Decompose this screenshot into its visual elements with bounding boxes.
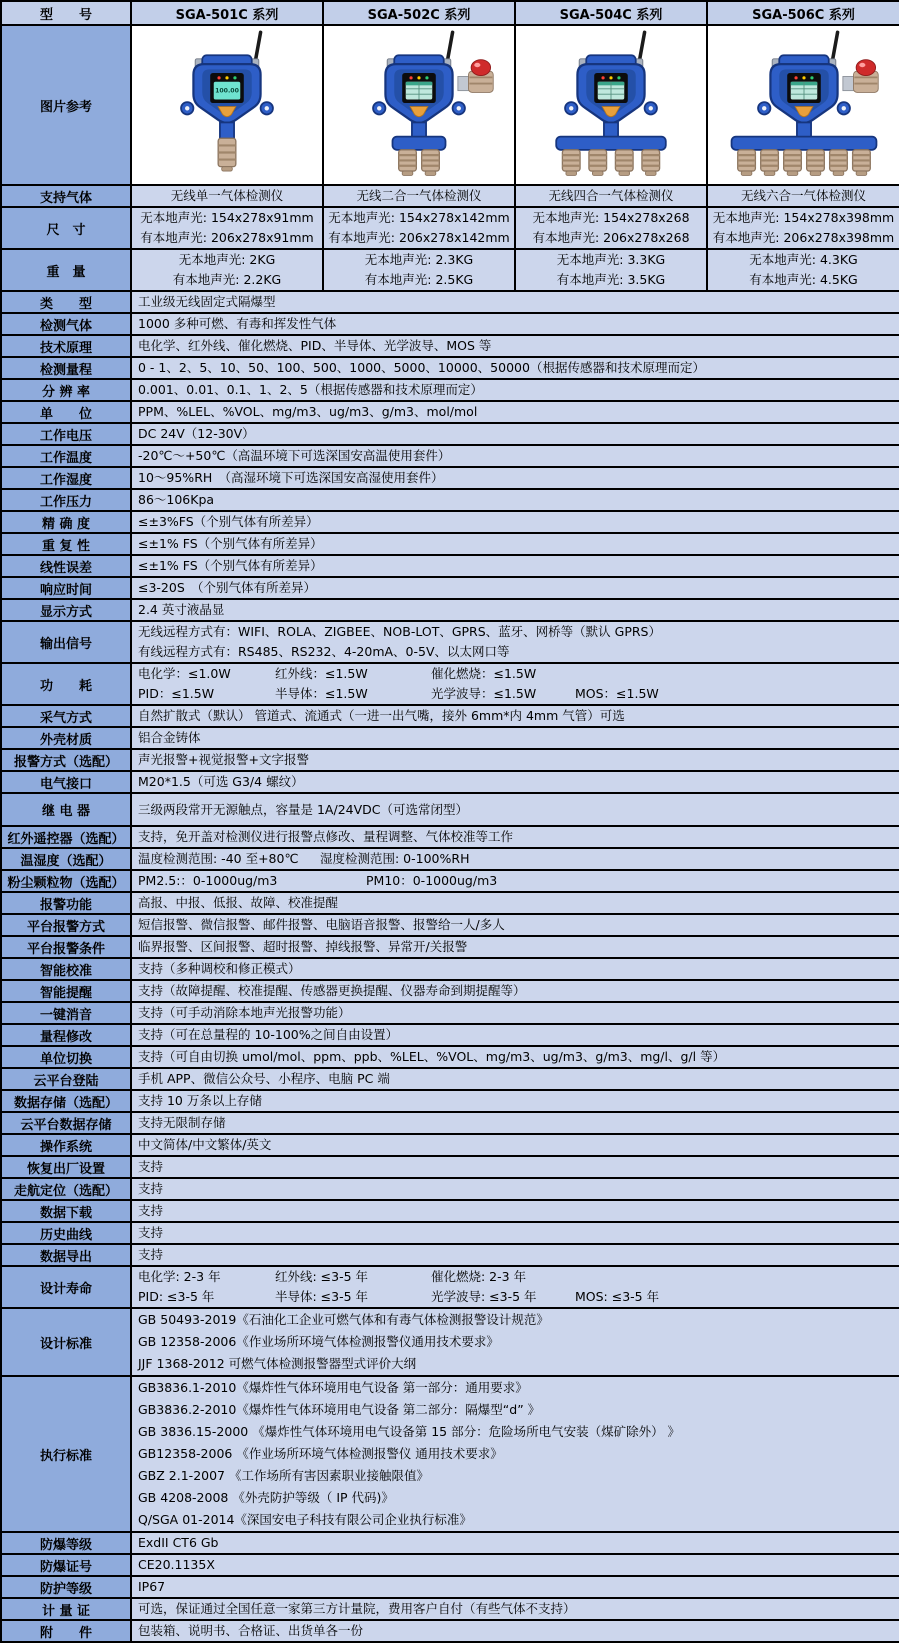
size-cell-3 xyxy=(707,207,899,249)
spec-value-text: 支持（可自由切换 umol/mol、ppm、ppb、%LEL、%VOL、mg/m3、ug/m3、g/m3、mg/l、g/l 等） xyxy=(138,1049,726,1064)
spec-row-label-20: 电气接口 xyxy=(1,771,131,793)
size-text: 无本地声光: 154x278x398mm xyxy=(712,210,895,225)
spec-value-text: 电化学、红外线、催化燃烧、PID、半导体、光学波导、MOS 等 xyxy=(138,338,492,353)
spec-row-value-6 xyxy=(131,423,899,445)
spec-value-text: PID: ≤3-5 年 xyxy=(138,1289,215,1304)
spec-value-text: 手机 APP、微信公众号、小程序、电脑 PC 端 xyxy=(138,1071,390,1086)
spec-row-label-38: 走航定位（选配） xyxy=(1,1178,131,1200)
spec-value-text: PID：≤1.5W xyxy=(138,686,215,701)
spec-row-label-37: 恢复出厂设置 xyxy=(1,1156,131,1178)
size-text: 有本地声光: 206x278x268 xyxy=(532,230,690,245)
spec-row-value-26 xyxy=(131,914,899,936)
spec-value-text: 临界报警、区间报警、超时报警、掉线报警、异常开/关报警 xyxy=(138,939,468,954)
spec-value-text: 三级两段常开无源触点，容量是 1A/24VDC（可选常闭型） xyxy=(138,802,468,817)
spec-value-text: 支持 xyxy=(138,1203,164,1218)
device-image-cell-1 xyxy=(323,25,515,185)
spec-value-text: 半导体：≤1.5W xyxy=(275,686,368,701)
spec-row-value-5 xyxy=(131,401,899,423)
spec-row-value-14 xyxy=(131,599,899,621)
device-image-cell-0 xyxy=(131,25,323,185)
spec-row-value-33 xyxy=(131,1068,899,1090)
weight-text: 有本地声光: 4.5KG xyxy=(749,272,858,287)
spec-row-label-35: 云平台数据存储 xyxy=(1,1112,131,1134)
spec-row-label-5: 单 位 xyxy=(1,401,131,423)
weight-text: 有本地声光: 2.2KG xyxy=(172,272,282,287)
spec-row-label-43: 设计标准 xyxy=(1,1308,131,1376)
spec-row-label-27: 平台报警条件 xyxy=(1,936,131,958)
spec-value-text: M20*1.5（可选 G3/4 螺纹） xyxy=(138,774,304,789)
weight-text: 无本地声光: 3.3KG xyxy=(556,252,666,267)
spec-row-label-26: 平台报警方式 xyxy=(1,914,131,936)
spec-value-text: 0 - 1、2、5、10、50、100、500、1000、5000、10000、50000（根据传感器和技术原理而定） xyxy=(138,360,705,375)
spec-row-value-30 xyxy=(131,1002,899,1024)
spec-row-value-27 xyxy=(131,936,899,958)
spec-value-text: MOS：≤1.5W xyxy=(575,686,659,701)
spec-value-text: 无线远程方式有：WIFI、ROLA、ZIGBEE、NOB-LOT、GPRS、蓝牙、网桥等（默认 GPRS） xyxy=(138,624,661,639)
spec-row-value-17 xyxy=(131,705,899,727)
spec-value-text: 声光报警+视觉报警+文字报警 xyxy=(138,752,309,767)
spec-row-value-15 xyxy=(131,621,899,663)
spec-row-label-23: 温湿度（选配） xyxy=(1,848,131,870)
spec-value-text: GB3836.1-2010《爆炸性气体环境用电气设备 第一部分：通用要求》 xyxy=(138,1380,528,1395)
size-cell-0 xyxy=(131,207,323,249)
spec-row-value-10 xyxy=(131,511,899,533)
spec-value-text: JJF 1368-2012 可燃气体检测报警器型式评价大纲 xyxy=(138,1356,417,1371)
spec-row-label-17: 采气方式 xyxy=(1,705,131,727)
image-row-label: 图片参考 xyxy=(1,25,131,185)
spec-row-label-33: 云平台登陆 xyxy=(1,1068,131,1090)
gas-detector-device-icon xyxy=(709,27,899,179)
spec-row-value-31 xyxy=(131,1024,899,1046)
spec-row-value-8 xyxy=(131,467,899,489)
spec-row-label-22: 红外遥控器（选配） xyxy=(1,826,131,848)
spec-row-value-2 xyxy=(131,335,899,357)
gas-type-text: 无线二合一气体检测仪 xyxy=(356,188,482,203)
spec-row-label-11: 重 复 性 xyxy=(1,533,131,555)
weight-text: 无本地声光: 2.3KG xyxy=(364,252,474,267)
spec-value-text: 催化燃烧: 2-3 年 xyxy=(431,1269,527,1284)
weight-row-label: 重 量 xyxy=(1,249,131,291)
spec-value-text: MOS: ≤3-5 年 xyxy=(575,1289,660,1304)
spec-row-value-0 xyxy=(131,291,899,313)
spec-row-value-16 xyxy=(131,663,899,705)
size-text: 有本地声光: 206x278x398mm xyxy=(712,230,895,245)
weight-text: 有本地声光: 3.5KG xyxy=(556,272,666,287)
spec-value-text: 支持 xyxy=(138,1225,164,1240)
gas-type-text: 无线单一气体检测仪 xyxy=(170,188,284,203)
spec-value-text: 湿度检测范围: 0-100%RH xyxy=(320,851,470,866)
spec-value-text: ≤±1% FS（个别气体有所差异） xyxy=(138,536,323,551)
weight-text: 无本地声光: 4.3KG xyxy=(749,252,858,267)
gas-type-cell-0 xyxy=(131,185,323,207)
spec-row-label-4: 分 辨 率 xyxy=(1,379,131,401)
spec-row-label-29: 智能提醒 xyxy=(1,980,131,1002)
spec-value-text: 支持（故障提醒、校准提醒、传感器更换提醒、仪器寿命到期提醒等） xyxy=(138,983,526,998)
spec-value-text: 支持（可在总量程的 10-100%之间自由设置） xyxy=(138,1027,399,1042)
spec-value-text: 高报、中报、低报、故障、校准提醒 xyxy=(138,895,339,910)
spec-row-value-20 xyxy=(131,771,899,793)
spec-row-label-10: 精 确 度 xyxy=(1,511,131,533)
spec-value-text: 0.001、0.01、0.1、1、2、5（根据传感器和技术原理而定） xyxy=(138,382,483,397)
spec-row-label-0: 类 型 xyxy=(1,291,131,313)
spec-row-label-18: 外壳材质 xyxy=(1,727,131,749)
svg-text:100.00: 100.00 xyxy=(215,87,239,95)
spec-value-text: ≤±1% FS（个别气体有所差异） xyxy=(138,558,323,573)
gas-row-label: 支持气体 xyxy=(1,185,131,207)
spec-row-label-44: 执行标准 xyxy=(1,1376,131,1532)
weight-cell-0 xyxy=(131,249,323,291)
spec-row-value-47 xyxy=(131,1576,899,1598)
spec-row-value-46 xyxy=(131,1554,899,1576)
spec-row-value-3 xyxy=(131,357,899,379)
size-text: 无本地声光: 154x278x268 xyxy=(532,210,690,225)
spec-row-value-11 xyxy=(131,533,899,555)
spec-value-text: Q/SGA 01-2014《深国安电子科技有限公司企业执行标准》 xyxy=(138,1512,472,1527)
weight-text: 无本地声光: 2KG xyxy=(178,252,276,267)
spec-row-value-1 xyxy=(131,313,899,335)
spec-row-label-36: 操作系统 xyxy=(1,1134,131,1156)
spec-row-value-45 xyxy=(131,1532,899,1554)
spec-value-text: CE20.1135X xyxy=(138,1557,215,1572)
spec-row-label-32: 单位切换 xyxy=(1,1046,131,1068)
spec-row-value-32 xyxy=(131,1046,899,1068)
spec-row-value-43 xyxy=(131,1308,899,1376)
spec-row-label-13: 响应时间 xyxy=(1,577,131,599)
spec-value-text: 包装箱、说明书、合格证、出货单各一份 xyxy=(138,1623,364,1638)
spec-value-text: DC 24V（12-30V） xyxy=(138,426,255,441)
size-text: 有本地声光: 206x278x91mm xyxy=(140,230,314,245)
weight-cell-3 xyxy=(707,249,899,291)
spec-row-label-7: 工作温度 xyxy=(1,445,131,467)
spec-row-value-34 xyxy=(131,1090,899,1112)
spec-value-text: 支持（可手动消除本地声光报警功能） xyxy=(138,1005,351,1020)
spec-value-text: GB3836.2-2010《爆炸性气体环境用电气设备 第二部分：隔爆型“d” 》 xyxy=(138,1402,541,1417)
spec-value-text: 支持 xyxy=(138,1159,164,1174)
spec-row-value-13 xyxy=(131,577,899,599)
spec-row-label-40: 历史曲线 xyxy=(1,1222,131,1244)
spec-value-text: GB 50493-2019《石油化工企业可燃气体和有毒气体检测报警设计规范》 xyxy=(138,1312,549,1327)
spec-row-value-19 xyxy=(131,749,899,771)
spec-value-text: GBZ 2.1-2007 《工作场所有害因素职业接触限值》 xyxy=(138,1468,429,1483)
spec-row-value-9 xyxy=(131,489,899,511)
spec-value-text: 铝合金铸体 xyxy=(138,730,201,745)
spec-value-text: ExdII CT6 Gb xyxy=(138,1535,219,1550)
spec-value-text: 电化学：≤1.0W xyxy=(138,666,231,681)
spec-row-value-38 xyxy=(131,1178,899,1200)
spec-value-text: 支持，免开盖对检测仪进行报警点修改、量程调整、气体校准等工作 xyxy=(138,829,514,844)
size-text: 有本地声光: 206x278x142mm xyxy=(328,230,510,245)
gas-type-cell-3 xyxy=(707,185,899,207)
spec-value-text: 2.4 英寸液晶显 xyxy=(138,602,225,617)
spec-row-label-1: 检测气体 xyxy=(1,313,131,335)
spec-value-text: -20℃～+50℃（高温环境下可选深国安高温使用套件） xyxy=(138,448,451,463)
weight-cell-2 xyxy=(515,249,707,291)
weight-text: 有本地声光: 2.5KG xyxy=(364,272,474,287)
spec-row-value-4 xyxy=(131,379,899,401)
spec-value-text: 光学波导：≤1.5W xyxy=(431,686,537,701)
spec-value-text: GB 4208-2008 《外壳防护等级（ IP 代码)》 xyxy=(138,1490,394,1505)
spec-row-label-15: 输出信号 xyxy=(1,621,131,663)
spec-row-value-25 xyxy=(131,892,899,914)
spec-row-label-6: 工作电压 xyxy=(1,423,131,445)
spec-row-label-25: 报警功能 xyxy=(1,892,131,914)
spec-row-value-49 xyxy=(131,1620,899,1642)
spec-value-text: GB 3836.15-2000 《爆炸性气体环境用电气设备第 15 部分：危险场所电气安装（煤矿除外） 》 xyxy=(138,1424,681,1439)
spec-table-body xyxy=(1,1,899,1642)
gas-type-cell-1 xyxy=(323,185,515,207)
size-cell-1 xyxy=(323,207,515,249)
spec-row-label-48: 计 量 证 xyxy=(1,1598,131,1620)
gas-detector-device-icon xyxy=(324,27,514,179)
spec-row-label-21: 继 电 器 xyxy=(1,793,131,826)
gas-detector-device-icon xyxy=(516,27,706,179)
spec-value-text: 自然扩散式（默认） 管道式、流通式（一进一出气嘴，接外 6mm*内 4mm 气管）可选 xyxy=(138,708,625,723)
spec-row-value-12 xyxy=(131,555,899,577)
spec-row-value-42 xyxy=(131,1266,899,1308)
spec-value-text: 86～106Kpa xyxy=(138,492,215,507)
spec-value-text: 10～95%RH （高湿环境下可选深国安高湿使用套件） xyxy=(138,470,444,485)
size-row-label: 尺 寸 xyxy=(1,207,131,249)
spec-row-label-34: 数据存储（选配） xyxy=(1,1090,131,1112)
spec-value-text: 支持 10 万条以上存储 xyxy=(138,1093,262,1108)
spec-value-text: GB 12358-2006《作业场所环境气体检测报警仪通用技术要求》 xyxy=(138,1334,499,1349)
spec-value-text: 有线远程方式有：RS485、RS232、4-20mA、0-5V、以太网口等 xyxy=(138,644,510,659)
spec-value-text: 中文简体/中文繁体/英文 xyxy=(138,1137,272,1152)
spec-value-text: 可选，保证通过全国任意一家第三方计量院，费用客户自付（有些气体不支持） xyxy=(138,1601,576,1616)
spec-value-text: 半导体: ≤3-5 年 xyxy=(275,1289,369,1304)
spec-row-label-28: 智能校准 xyxy=(1,958,131,980)
spec-row-value-24 xyxy=(131,870,899,892)
spec-row-label-24: 粉尘颗粒物（选配） xyxy=(1,870,131,892)
spec-row-label-16: 功 耗 xyxy=(1,663,131,705)
spec-value-text: PM10：0-1000ug/m3 xyxy=(366,873,498,888)
spec-value-text: 催化燃烧：≤1.5W xyxy=(431,666,537,681)
spec-value-text: PPM、%LEL、%VOL、mg/m3、ug/m3、g/m3、mol/mol xyxy=(138,404,478,419)
gas-detector-device-icon xyxy=(132,27,322,179)
spec-row-value-41 xyxy=(131,1244,899,1266)
spec-row-label-39: 数据下载 xyxy=(1,1200,131,1222)
spec-row-label-45: 防爆等级 xyxy=(1,1532,131,1554)
spec-value-text: 光学波导: ≤3-5 年 xyxy=(431,1289,537,1304)
spec-row-label-14: 显示方式 xyxy=(1,599,131,621)
spec-row-label-3: 检测量程 xyxy=(1,357,131,379)
spec-row-value-36 xyxy=(131,1134,899,1156)
size-text: 无本地声光: 154x278x142mm xyxy=(328,210,510,225)
spec-value-text: ≤±3%FS（个别气体有所差异） xyxy=(138,514,319,529)
spec-value-text: 支持无限制存储 xyxy=(138,1115,226,1130)
spec-row-value-29 xyxy=(131,980,899,1002)
spec-row-value-21 xyxy=(131,793,899,826)
spec-row-value-44 xyxy=(131,1376,899,1532)
spec-row-label-12: 线性误差 xyxy=(1,555,131,577)
spec-row-value-22 xyxy=(131,826,899,848)
spec-row-value-28 xyxy=(131,958,899,980)
spec-row-value-39 xyxy=(131,1200,899,1222)
spec-row-value-48 xyxy=(131,1598,899,1620)
spec-row-value-7 xyxy=(131,445,899,467)
spec-value-text: 工业级无线固定式隔爆型 xyxy=(138,294,276,309)
spec-row-label-30: 一键消音 xyxy=(1,1002,131,1024)
spec-row-label-41: 数据导出 xyxy=(1,1244,131,1266)
spec-value-text: IP67 xyxy=(138,1579,166,1594)
model-header-3: SGA-506C 系列 xyxy=(707,1,899,25)
weight-cell-1 xyxy=(323,249,515,291)
spec-row-label-31: 量程修改 xyxy=(1,1024,131,1046)
spec-row-value-40 xyxy=(131,1222,899,1244)
device-image-cell-2 xyxy=(515,25,707,185)
spec-value-text: 短信报警、微信报警、邮件报警、电脑语音报警、报警给一人/多人 xyxy=(138,917,505,932)
size-cell-2 xyxy=(515,207,707,249)
spec-row-value-35 xyxy=(131,1112,899,1134)
spec-value-text: 1000 多种可燃、有毒和挥发性气体 xyxy=(138,316,337,331)
spec-row-label-46: 防爆证号 xyxy=(1,1554,131,1576)
spec-value-text: 电化学: 2-3 年 xyxy=(138,1269,221,1284)
model-header-1: SGA-502C 系列 xyxy=(323,1,515,25)
spec-value-text: 支持 xyxy=(138,1181,164,1196)
model-header-0: SGA-501C 系列 xyxy=(131,1,323,25)
device-image-cell-3 xyxy=(707,25,899,185)
spec-value-text: 红外线：≤1.5W xyxy=(275,666,368,681)
spec-value-text: PM2.5:：0-1000ug/m3 xyxy=(138,873,278,888)
spec-row-label-8: 工作湿度 xyxy=(1,467,131,489)
spec-value-text: 支持（多种调校和修正模式） xyxy=(138,961,301,976)
gas-type-cell-2 xyxy=(515,185,707,207)
model-header-2: SGA-504C 系列 xyxy=(515,1,707,25)
spec-value-text: ≤3-20S （个别气体有所差异） xyxy=(138,580,317,595)
spec-row-label-49: 附 件 xyxy=(1,1620,131,1642)
spec-row-value-23 xyxy=(131,848,899,870)
spec-row-label-47: 防护等级 xyxy=(1,1576,131,1598)
gas-type-text: 无线四合一气体检测仪 xyxy=(548,188,674,203)
spec-row-label-2: 技术原理 xyxy=(1,335,131,357)
spec-value-text: 红外线: ≤3-5 年 xyxy=(275,1269,369,1284)
model-header-label: 型 号 xyxy=(1,1,131,25)
spec-row-value-18 xyxy=(131,727,899,749)
spec-row-label-19: 报警方式（选配） xyxy=(1,749,131,771)
spec-row-label-9: 工作压力 xyxy=(1,489,131,511)
spec-value-text: GB12358-2006 《作业场所环境气体检测报警仪 通用技术要求》 xyxy=(138,1446,503,1461)
spec-row-value-37 xyxy=(131,1156,899,1178)
gas-type-text: 无线六合一气体检测仪 xyxy=(740,188,866,203)
spec-value-text: 支持 xyxy=(138,1247,164,1262)
spec-value-text: 温度检测范围: -40 至+80℃ xyxy=(138,851,299,866)
size-text: 无本地声光: 154x278x91mm xyxy=(140,210,314,225)
spec-row-label-42: 设计寿命 xyxy=(1,1266,131,1308)
